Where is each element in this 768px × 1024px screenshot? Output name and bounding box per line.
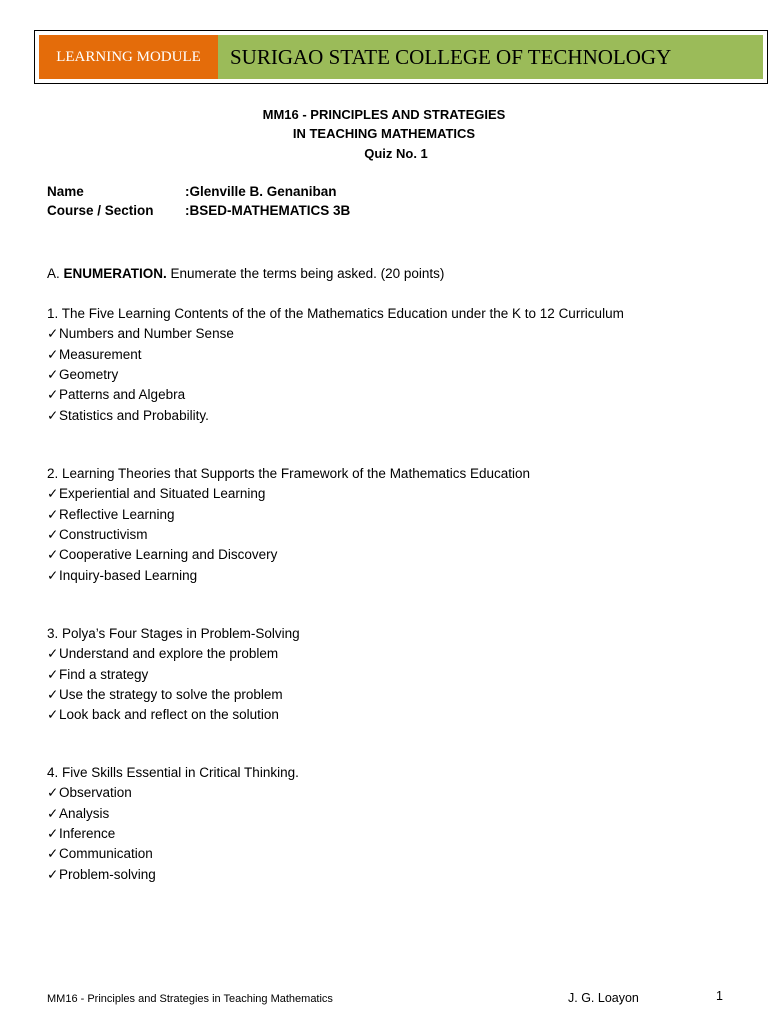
answer-text: Inference	[59, 825, 116, 841]
answer-text: Constructivism	[59, 526, 148, 542]
answer-text: Use the strategy to solve the problem	[59, 686, 283, 702]
answer-text: Cooperative Learning and Discovery	[59, 547, 278, 563]
page-number: 1	[716, 989, 723, 1003]
section-a-heading	[47, 266, 444, 282]
check-mark-icon: ✓	[47, 407, 59, 423]
question-title: 1. The Five Learning Contents of the of the Mathematics Education under the K to 12 Curriculum	[47, 306, 624, 321]
answer-text: Problem-solving	[59, 866, 156, 882]
answer-text: Patterns and Algebra	[59, 387, 186, 403]
answer-text: Communication	[59, 846, 153, 862]
question-title: 2. Learning Theories that Supports the Framework of the Mathematics Education	[47, 466, 531, 481]
answer-item	[47, 507, 175, 523]
answer-item	[47, 806, 109, 822]
name-value: :Glenville B. Genaniban	[185, 184, 337, 199]
answer-text: Observation	[59, 785, 132, 801]
answer-text: Understand and explore the problem	[59, 646, 279, 662]
answer-item	[47, 367, 118, 383]
answer-item	[47, 707, 279, 723]
check-mark-icon: ✓	[47, 486, 59, 502]
check-mark-icon: ✓	[47, 866, 59, 882]
enumeration-label: ENUMERATION.	[63, 266, 167, 281]
answer-item	[47, 347, 142, 363]
answer-item	[47, 408, 209, 424]
answer-item	[47, 667, 148, 683]
answer-item	[47, 826, 115, 842]
answer-item	[47, 387, 185, 403]
learning-module-label: LEARNING MODULE	[39, 35, 218, 79]
answer-item	[47, 646, 278, 662]
answer-text: Numbers and Number Sense	[59, 326, 234, 342]
check-mark-icon: ✓	[47, 366, 59, 382]
question-title: 3. Polya’s Four Stages in Problem-Solving	[47, 626, 300, 641]
footer-author: J. G. Loayon	[568, 991, 639, 1005]
check-mark-icon: ✓	[47, 567, 59, 583]
check-mark-icon: ✓	[47, 707, 59, 723]
check-mark-icon: ✓	[47, 346, 59, 362]
answer-item	[47, 867, 156, 883]
quiz-number: Quiz No. 1	[364, 146, 428, 161]
check-mark-icon: ✓	[47, 646, 59, 662]
answer-text: Experiential and Situated Learning	[59, 486, 266, 502]
answer-item	[47, 326, 234, 342]
check-mark-icon: ✓	[47, 526, 59, 542]
check-mark-icon: ✓	[47, 326, 59, 342]
check-mark-icon: ✓	[47, 686, 59, 702]
course-title-line1: MM16 - PRINCIPLES AND STRATEGIES	[262, 107, 506, 122]
course-section-label: Course / Section	[47, 203, 154, 218]
answer-text: Geometry	[59, 366, 119, 382]
module-header	[34, 30, 768, 84]
section-a-instruction: Enumerate the terms being asked. (20 points)	[166, 266, 445, 281]
answer-text: Statistics and Probability.	[59, 407, 209, 423]
course-title-line2: IN TEACHING MATHEMATICS	[292, 126, 476, 141]
check-mark-icon: ✓	[47, 846, 59, 862]
check-mark-icon: ✓	[47, 387, 59, 403]
answer-item	[47, 568, 197, 584]
name-label: Name	[47, 184, 84, 199]
check-mark-icon: ✓	[47, 547, 59, 563]
answer-text: Reflective Learning	[59, 506, 175, 522]
answer-text: Inquiry-based Learning	[59, 567, 198, 583]
answer-item	[47, 846, 153, 862]
college-name: SURIGAO STATE COLLEGE OF TECHNOLOGY	[218, 35, 763, 79]
question-title: 4. Five Skills Essential in Critical Thinking.	[47, 765, 299, 780]
answer-item	[47, 547, 277, 563]
answer-item	[47, 486, 265, 502]
course-section-value: :BSED-MATHEMATICS 3B	[185, 203, 351, 218]
check-mark-icon: ✓	[47, 666, 59, 682]
check-mark-icon: ✓	[47, 506, 59, 522]
answer-item	[47, 785, 132, 801]
answer-item	[47, 527, 148, 543]
answer-text: Find a strategy	[59, 666, 149, 682]
answer-text: Analysis	[59, 805, 110, 821]
check-mark-icon: ✓	[47, 785, 59, 801]
answer-text: Look back and reflect on the solution	[59, 707, 279, 723]
check-mark-icon: ✓	[47, 825, 59, 841]
footer-course: MM16 - Principles and Strategies in Teaching Mathematics	[47, 993, 333, 1005]
answer-item	[47, 687, 283, 703]
check-mark-icon: ✓	[47, 805, 59, 821]
answer-text: Measurement	[59, 346, 142, 362]
section-a-prefix: A.	[47, 266, 64, 281]
